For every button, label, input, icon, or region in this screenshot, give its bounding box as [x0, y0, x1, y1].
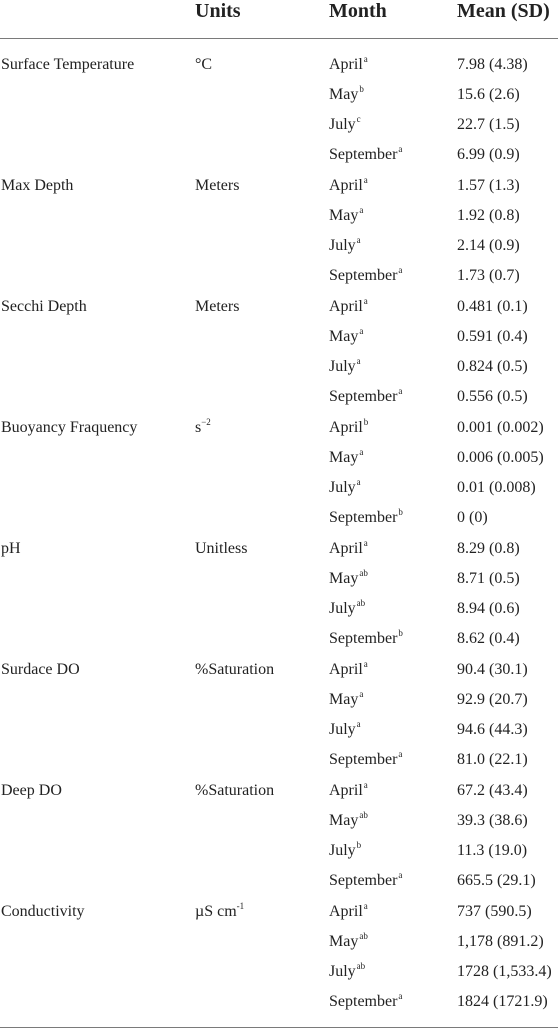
parameter-group — [0, 775, 558, 895]
month-cell — [329, 570, 368, 588]
table-row — [0, 321, 558, 351]
significance-letter: ab — [359, 568, 368, 578]
significance-letter: b — [359, 84, 364, 94]
parameter-group — [0, 170, 558, 290]
parameter-name: pH — [1, 540, 21, 557]
mean-sd-cell: 0.001 (0.002) — [457, 419, 544, 436]
table-row — [0, 502, 558, 532]
month-cell — [329, 509, 403, 527]
mean-sd-cell: 0.01 (0.008) — [457, 479, 536, 496]
unit-exponent: -1 — [236, 901, 245, 911]
bottom-rule — [0, 1027, 558, 1028]
month-text: April — [329, 782, 363, 799]
month-cell — [329, 267, 402, 285]
unit-text: Meters — [195, 177, 240, 194]
month-cell — [329, 661, 368, 679]
significance-letter: ab — [359, 931, 368, 941]
month-cell — [329, 479, 361, 497]
significance-letter: a — [356, 477, 361, 487]
significance-letter: ab — [356, 961, 366, 971]
table-row — [0, 835, 558, 865]
unit-text: °C — [195, 56, 213, 73]
significance-letter: c — [356, 114, 361, 124]
mean-sd-cell: 0.824 (0.5) — [457, 358, 528, 375]
significance-letter: ab — [359, 810, 368, 820]
mean-sd-cell: 67.2 (43.4) — [457, 782, 528, 799]
table-row — [0, 775, 558, 805]
month-text: April — [329, 540, 363, 557]
mean-sd-cell: 8.29 (0.8) — [457, 540, 520, 557]
parameter-group — [0, 533, 558, 653]
significance-letter: ab — [356, 598, 366, 608]
mean-sd-cell: 1.57 (1.3) — [457, 177, 520, 194]
significance-letter: a — [359, 689, 364, 699]
table-row — [0, 49, 558, 79]
header-rule — [0, 38, 558, 39]
mean-sd-cell: 1.92 (0.8) — [457, 207, 520, 224]
mean-sd-cell: 39.3 (38.6) — [457, 812, 528, 829]
mean-sd-cell: 0.591 (0.4) — [457, 328, 528, 345]
month-text: September — [329, 146, 398, 163]
significance-letter: a — [363, 296, 368, 306]
mean-sd-cell: 2.14 (0.9) — [457, 237, 520, 254]
significance-letter: a — [363, 659, 368, 669]
month-cell — [329, 842, 361, 860]
parameter-name: Secchi Depth — [1, 298, 87, 315]
parameter-group — [0, 291, 558, 411]
parameter-name: Conductivity — [1, 903, 85, 920]
month-text: May — [329, 812, 359, 829]
month-text: April — [329, 56, 363, 73]
mean-header: Mean (SD) — [457, 0, 550, 22]
month-cell — [329, 993, 402, 1011]
significance-letter: b — [363, 417, 369, 427]
table-row — [0, 79, 558, 109]
table-row — [0, 926, 558, 956]
month-text: September — [329, 267, 398, 284]
mean-sd-cell: 7.98 (4.38) — [457, 56, 528, 73]
month-cell — [329, 328, 363, 346]
significance-letter: a — [356, 719, 361, 729]
month-text: July — [329, 479, 356, 496]
parameter-group — [0, 896, 558, 1016]
unit-text: s — [195, 419, 202, 436]
parameter-name: Buoyancy Fraquency — [1, 419, 138, 436]
parameter-group — [0, 412, 558, 532]
significance-letter: a — [356, 235, 361, 245]
table-row — [0, 351, 558, 381]
mean-sd-cell: 1.73 (0.7) — [457, 267, 520, 284]
table-row — [0, 442, 558, 472]
parameter-name: Deep DO — [1, 782, 62, 799]
table-row — [0, 654, 558, 684]
significance-letter: a — [398, 144, 403, 154]
month-text: May — [329, 207, 359, 224]
month-cell — [329, 872, 402, 890]
significance-letter: a — [356, 356, 361, 366]
table-header — [0, 0, 558, 38]
month-cell — [329, 358, 361, 376]
month-text: July — [329, 358, 356, 375]
table-row — [0, 533, 558, 563]
mean-sd-cell: 1,178 (891.2) — [457, 933, 544, 950]
month-text: April — [329, 177, 363, 194]
unit-exponent: −2 — [201, 417, 211, 427]
mean-sd-cell: 0 (0) — [457, 509, 488, 526]
significance-letter: a — [363, 780, 368, 790]
significance-letter: a — [398, 265, 403, 275]
month-text: September — [329, 993, 398, 1010]
month-text: September — [329, 388, 398, 405]
month-cell — [329, 782, 368, 800]
unit-text: %Saturation — [195, 661, 275, 678]
parameter-name: Surface Temperature — [1, 56, 135, 73]
month-text: April — [329, 419, 363, 436]
significance-letter: b — [398, 507, 403, 517]
month-text: May — [329, 691, 359, 708]
table-row — [0, 109, 558, 139]
mean-sd-cell: 15.6 (2.6) — [457, 86, 520, 103]
unit-text: Meters — [195, 298, 240, 315]
month-text: September — [329, 509, 398, 526]
table-row — [0, 139, 558, 169]
parameter-group — [0, 654, 558, 774]
month-text: May — [329, 449, 359, 466]
month-cell — [329, 933, 368, 951]
mean-sd-cell: 22.7 (1.5) — [457, 116, 520, 133]
month-cell — [329, 177, 368, 195]
month-cell — [329, 388, 402, 406]
month-cell — [329, 812, 368, 830]
unit-text: µS cm — [195, 903, 237, 920]
table-row — [0, 412, 558, 442]
month-cell — [329, 600, 365, 618]
month-cell — [329, 540, 368, 558]
table-row — [0, 291, 558, 321]
month-text: September — [329, 630, 398, 647]
month-cell — [329, 751, 402, 769]
table-row — [0, 472, 558, 502]
month-cell — [329, 146, 402, 164]
units-header: Units — [195, 0, 241, 22]
significance-letter: a — [363, 175, 368, 185]
month-text: July — [329, 237, 356, 254]
mean-sd-cell: 737 (590.5) — [457, 903, 532, 920]
mean-sd-cell: 0.481 (0.1) — [457, 298, 528, 315]
mean-sd-cell: 1728 (1,533.4) — [457, 963, 552, 980]
mean-sd-cell: 0.556 (0.5) — [457, 388, 528, 405]
month-header: Month — [329, 0, 387, 22]
month-cell — [329, 691, 363, 709]
significance-letter: a — [363, 901, 368, 911]
table-row — [0, 260, 558, 290]
month-text: July — [329, 116, 356, 133]
month-text: April — [329, 661, 363, 678]
month-cell — [329, 237, 361, 255]
mean-sd-cell: 0.006 (0.005) — [457, 449, 544, 466]
month-cell — [329, 721, 361, 739]
mean-sd-cell: 6.99 (0.9) — [457, 146, 520, 163]
table-row — [0, 230, 558, 260]
table-row — [0, 593, 558, 623]
month-text: July — [329, 721, 356, 738]
significance-letter: a — [398, 386, 403, 396]
month-cell — [329, 116, 361, 134]
table-row — [0, 805, 558, 835]
table-row — [0, 956, 558, 986]
parameter-group — [0, 49, 558, 169]
significance-letter: b — [356, 840, 362, 850]
mean-sd-cell: 94.6 (44.3) — [457, 721, 528, 738]
month-cell — [329, 419, 368, 437]
table-row — [0, 865, 558, 895]
table-row — [0, 744, 558, 774]
month-text: July — [329, 600, 356, 617]
table-row — [0, 200, 558, 230]
table-row — [0, 623, 558, 653]
mean-sd-cell: 11.3 (19.0) — [457, 842, 528, 859]
significance-letter: b — [398, 628, 403, 638]
month-text: September — [329, 751, 398, 768]
month-text: May — [329, 86, 359, 103]
table-row — [0, 684, 558, 714]
mean-sd-cell: 1824 (1721.9) — [457, 993, 548, 1010]
significance-letter: a — [398, 870, 403, 880]
mean-sd-cell: 90.4 (30.1) — [457, 661, 528, 678]
table-row — [0, 896, 558, 926]
month-text: July — [329, 842, 356, 859]
month-cell — [329, 86, 364, 104]
significance-letter: a — [363, 54, 368, 64]
mean-sd-cell: 81.0 (22.1) — [457, 751, 528, 768]
parameter-name: Max Depth — [1, 177, 74, 194]
significance-letter: a — [359, 447, 364, 457]
significance-letter: a — [359, 205, 364, 215]
month-cell — [329, 449, 363, 467]
significance-letter: a — [363, 538, 368, 548]
month-text: April — [329, 298, 363, 315]
month-cell — [329, 298, 368, 316]
table-row — [0, 170, 558, 200]
table-row — [0, 563, 558, 593]
unit-text: %Saturation — [195, 782, 275, 799]
month-text: September — [329, 872, 398, 889]
month-cell — [329, 56, 368, 74]
table-row — [0, 714, 558, 744]
significance-letter: a — [359, 326, 364, 336]
mean-sd-cell: 8.62 (0.4) — [457, 630, 520, 647]
mean-sd-cell: 665.5 (29.1) — [457, 872, 536, 889]
month-text: May — [329, 328, 359, 345]
month-text: July — [329, 963, 356, 980]
mean-sd-cell: 92.9 (20.7) — [457, 691, 528, 708]
table-row — [0, 986, 558, 1016]
month-text: May — [329, 570, 359, 587]
significance-letter: a — [398, 749, 403, 759]
table-row — [0, 381, 558, 411]
parameter-name: Surdace DO — [1, 661, 80, 678]
mean-sd-cell: 8.94 (0.6) — [457, 600, 520, 617]
significance-letter: a — [398, 991, 403, 1001]
month-cell — [329, 963, 365, 981]
unit-text: Unitless — [195, 540, 248, 557]
month-cell — [329, 630, 403, 648]
month-text: May — [329, 933, 359, 950]
month-cell — [329, 903, 368, 921]
month-cell — [329, 207, 363, 225]
mean-sd-cell: 8.71 (0.5) — [457, 570, 520, 587]
month-text: April — [329, 903, 363, 920]
